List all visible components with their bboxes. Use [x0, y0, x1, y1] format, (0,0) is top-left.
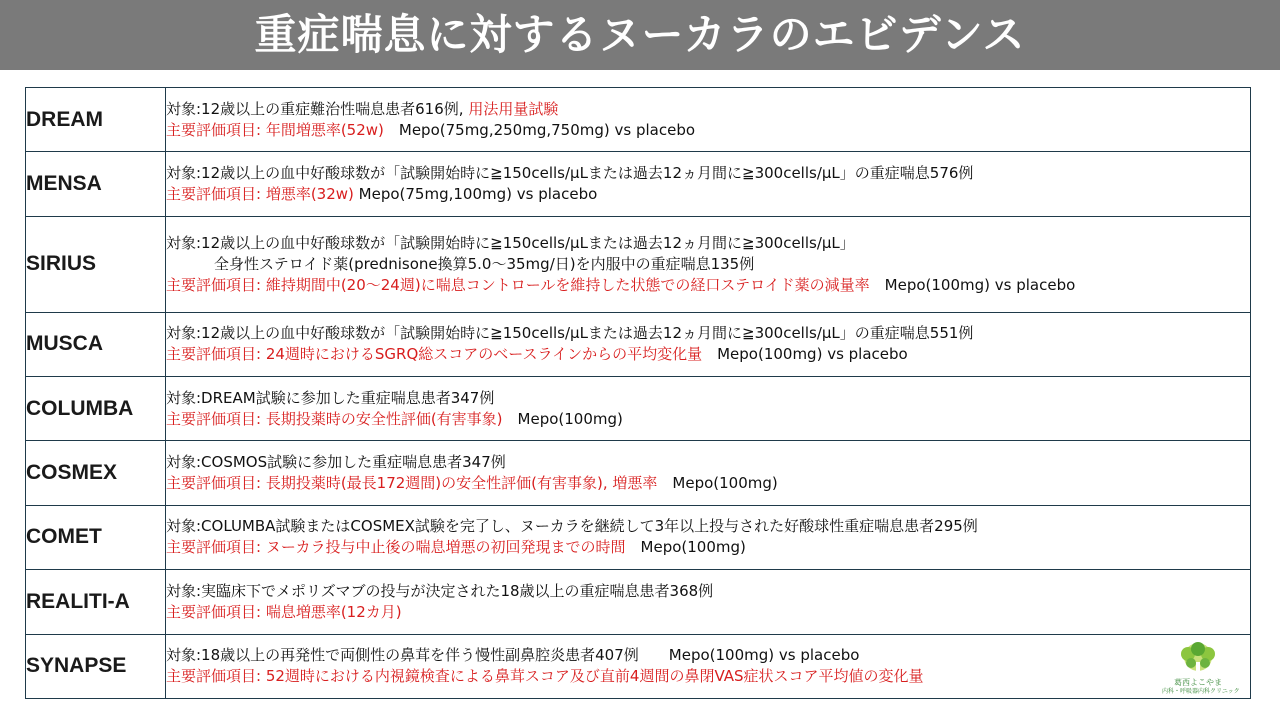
trial-description-line	[166, 323, 1250, 344]
trial-description-line	[166, 452, 1250, 473]
trial-name: SYNAPSE	[26, 634, 166, 698]
trial-row	[26, 377, 1251, 441]
primary-endpoint-text: 主要評価項目: ヌーカラ投与中止後の喘息増悪の初回発現までの時間	[166, 538, 626, 557]
trial-description-line	[166, 516, 1250, 537]
trial-row	[26, 570, 1251, 634]
trial-description	[166, 634, 1251, 698]
trial-name: DREAM	[26, 88, 166, 152]
trial-name: REALITI-A	[26, 570, 166, 634]
trial-text: 対象:12歳以上の重症難治性喘息患者616例,	[166, 99, 469, 118]
trial-name: COSMEX	[26, 441, 166, 505]
primary-endpoint-text: 主要評価項目: 年間増悪率(52w)	[166, 120, 384, 139]
trial-description-line	[166, 254, 1250, 275]
primary-endpoint-text: 主要評価項目: 喘息増悪率(12カ月)	[166, 602, 402, 621]
primary-endpoint-text: 用法用量試験	[468, 99, 559, 118]
trial-text: 対象:12歳以上の血中好酸球数が「試験開始時に≧150cells/μLまたは過去12ヵ月間に≧300cells/μL」の重症喘息576例	[166, 164, 974, 183]
clinic-logo	[1162, 642, 1240, 700]
trial-text: Mepo(100mg)	[502, 409, 623, 428]
primary-endpoint-text: 主要評価項目: 52週時における内視鏡検査による鼻茸スコア及び直前4週間の鼻閉VAS症状スコア平均値の変化量	[166, 667, 924, 686]
trial-description-line	[166, 581, 1250, 602]
trial-text: 全身性ステロイド薬(prednisone換算5.0～35mg/日)を内服中の重症喘息135例	[214, 254, 755, 273]
trial-row	[26, 634, 1251, 698]
trial-text: Mepo(100mg)	[625, 538, 746, 557]
trial-name: MUSCA	[26, 312, 166, 376]
trial-text: Mepo(100mg) vs placebo	[702, 345, 908, 364]
trial-description	[166, 312, 1251, 376]
trial-row	[26, 216, 1251, 312]
trial-text: 対象:COLUMBA試験またはCOSMEX試験を完了し、ヌーカラを継続して3年以上投与された好酸球性重症喘息患者295例	[166, 517, 978, 536]
trial-description-line	[166, 409, 1250, 430]
trial-description	[166, 88, 1251, 152]
trials-table	[25, 87, 1251, 699]
trial-description-line	[166, 275, 1250, 296]
trial-description-line	[166, 537, 1250, 558]
trial-description-line	[166, 344, 1250, 365]
trial-text: 対象:12歳以上の血中好酸球数が「試験開始時に≧150cells/μLまたは過去12ヵ月間に≧300cells/μL」の重症喘息551例	[166, 324, 974, 343]
trial-description-line	[166, 233, 1250, 254]
trial-description	[166, 505, 1251, 569]
trial-row	[26, 505, 1251, 569]
trial-description	[166, 377, 1251, 441]
trial-description-line	[166, 184, 1250, 205]
trial-description	[166, 216, 1251, 312]
primary-endpoint-text: 主要評価項目: 24週時におけるSGRQ総スコアのベースラインからの平均変化量	[166, 345, 703, 364]
trials-table-body	[26, 88, 1251, 699]
trial-name: SIRIUS	[26, 216, 166, 312]
primary-endpoint-text: 主要評価項目: 長期投薬時(最長172週間)の安全性評価(有害事象), 増悪率	[166, 474, 658, 493]
trial-text: 対象:18歳以上の再発性で両側性の鼻茸を伴う慢性副鼻腔炎患者407例 Mepo(100mg) vs placebo	[166, 646, 860, 665]
trial-description-line	[166, 163, 1250, 184]
logo-clinic-subtitle: 内科・呼吸器内科クリニック	[1162, 688, 1240, 695]
trial-name: COMET	[26, 505, 166, 569]
trial-name: COLUMBA	[26, 377, 166, 441]
primary-endpoint-text: 主要評価項目: 増悪率(32w)	[166, 185, 354, 204]
trial-description-line	[166, 388, 1250, 409]
trial-description	[166, 570, 1251, 634]
trial-description-line	[166, 666, 1250, 687]
page-title: 重症喘息に対するヌーカラのエビデンス	[254, 10, 1026, 59]
trial-description	[166, 152, 1251, 216]
primary-endpoint-text: 主要評価項目: 維持期間中(20～24週)に喘息コントロールを維持した状態での経口ステロイド薬の減量率	[166, 275, 870, 294]
trial-text: Mepo(100mg) vs placebo	[869, 275, 1076, 294]
trial-text: 対象:12歳以上の血中好酸球数が「試験開始時に≧150cells/μLまたは過去12ヵ月間に≧300cells/μL」	[166, 233, 855, 252]
trial-text: Mepo(75mg,250mg,750mg) vs placebo	[383, 120, 696, 139]
trial-description-line	[166, 645, 1250, 666]
primary-endpoint-text: 主要評価項目: 長期投薬時の安全性評価(有害事象)	[166, 409, 503, 428]
trial-row	[26, 312, 1251, 376]
trial-text: 対象:実臨床下でメポリズマブの投与が決定された18歳以上の重症喘息患者368例	[166, 581, 714, 600]
logo-clinic-name: 葛西よこやま	[1174, 678, 1222, 687]
tree-logo-icon	[1162, 642, 1234, 678]
trial-name: MENSA	[26, 152, 166, 216]
trial-description-line	[166, 120, 1250, 141]
trial-row	[26, 441, 1251, 505]
trial-description-line	[166, 99, 1250, 120]
trial-text: 対象:COSMOS試験に参加した重症喘息患者347例	[166, 453, 506, 472]
trial-row	[26, 88, 1251, 152]
trial-description	[166, 441, 1251, 505]
trial-description-line	[166, 602, 1250, 623]
trial-text: Mepo(100mg)	[657, 474, 778, 493]
trial-text: 対象:DREAM試験に参加した重症喘息患者347例	[166, 388, 495, 407]
trial-description-line	[166, 473, 1250, 494]
trial-text: Mepo(75mg,100mg) vs placebo	[353, 185, 598, 204]
trial-row	[26, 152, 1251, 216]
